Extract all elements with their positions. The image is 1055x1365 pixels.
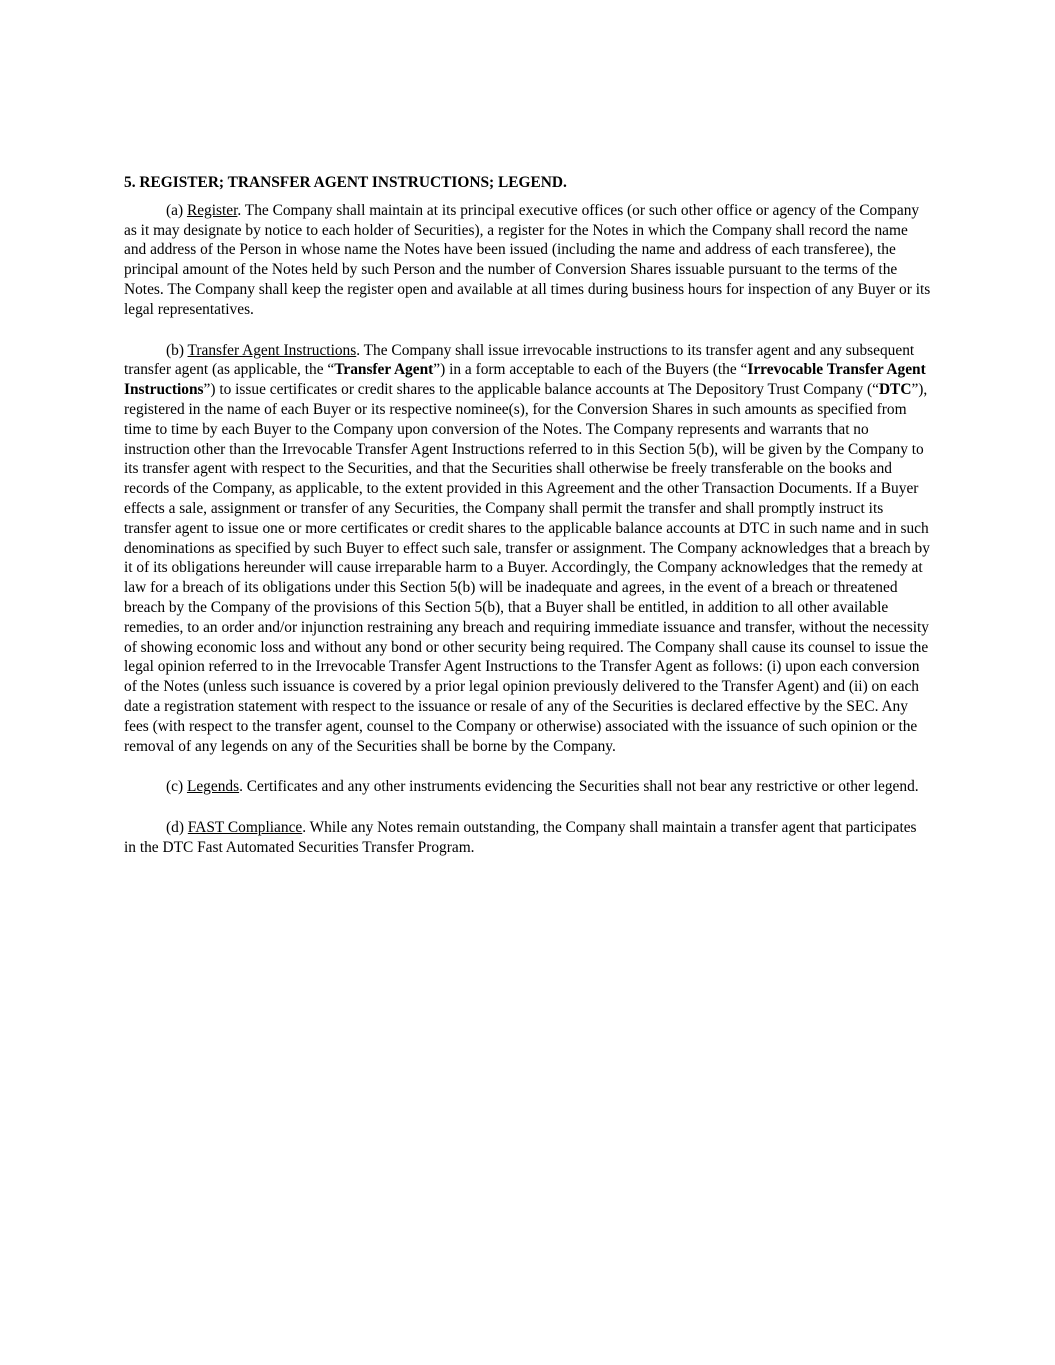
paragraph-title-register: Register — [186, 201, 238, 219]
paragraph-title-transfer-agent-instructions: Transfer Agent Instructions — [187, 341, 357, 359]
paragraph-body: . Certificates and any other instruments evidencing the Securities shall not bear any restrictive or other legend. — [239, 778, 919, 796]
paragraph-body-part: ”) to issue certificates or credit shares to the applicable balance accounts at The Depository Trust Company (“ — [203, 381, 879, 399]
document-page — [124, 173, 932, 879]
paragraph-body: . While any Notes remain outstanding, the Company shall maintain a transfer agent that participates in the DTC Fast Automated Securities Transfer Program. — [124, 819, 917, 856]
paragraph-label: (c) — [166, 778, 187, 796]
defined-term-transfer-agent: Transfer Agent — [334, 361, 434, 379]
paragraph-body-part: . The Company shall issue irrevocable instructions to its transfer agent and any subsequent transfer agent (as applicable, the “ — [124, 341, 915, 379]
paragraph-fast-compliance — [124, 818, 932, 858]
paragraph-title-fast-compliance: FAST Compliance — [187, 819, 303, 837]
section-heading: 5. REGISTER; TRANSFER AGENT INSTRUCTIONS; LEGEND. — [124, 174, 567, 191]
paragraph-label: (b) — [166, 341, 188, 359]
paragraph-legends — [124, 777, 932, 797]
paragraph-body: . The Company shall maintain at its principal executive offices (or such other office or agency of the Company as it may designate by notice to each holder of Securities), a register for the Notes in which the Company shall record the name and address of the Person in whose name the Notes have been issued (including the name and address of each transferee), the principal amount of the Notes held by such Person and the number of Conversion Shares issuable pursuant to the terms of the Notes. The Company shall keep the register open and available at all times during business hours for inspection of any Buyer or its legal representatives. — [124, 201, 931, 318]
paragraph-body-part: ”), registered in the name of each Buyer or its respective nominee(s), for the Conversion Shares in such amounts as specified from time to time by each Buyer to the Company upon conversion of the Notes. The Company represents and warrants that no instruction other than the Irrevocable Transfer Agent Instructions referred to in this Section 5(b), will be given by the Company to its transfer agent with respect to the Securities, and that the Securities shall otherwise be freely transferable on the books and records of the Company, as applicable, to the extent provided in this Agreement and the other Transaction Documents. If a Buyer effects a sale, assignment or transfer of any Securities, the Company shall permit the transfer and shall promptly instruct its transfer agent to issue one or more certificates or credit shares to the applicable balance accounts at DTC in such name and in such denominations as specified by such Buyer to effect such sale, transfer or assignment. The Company acknowledges that a breach by it of its obligations hereunder will cause irreparable harm to a Buyer. Accordingly, the Company acknowledges that the remedy at law for a breach of its obligations under this Section 5(b) will be inadequate and agrees, in the event of a breach or threatened breach by the Company of the provisions of this Section 5(b), that a Buyer shall be entitled, in addition to all other available remedies, to an order and/or injunction restraining any breach and requiring immediate issuance and transfer, without the necessity of showing economic loss and without any bond or other security being required. The Company shall cause its counsel to issue the legal opinion referred to in the Irrevocable Transfer Agent Instructions to the Transfer Agent as follows: (i) upon each conversion of the Notes (unless such issuance is covered by a prior legal opinion previously delivered to the Transfer Agent) and (ii) on each date a registration statement with respect to the issuance or resale of any of the Securities is declared effective by the SEC. Any fees (with respect to the transfer agent, counsel to the Company or otherwise) associated with the issuance of such opinion or the removal of any legends on any of the Securities shall be borne by the Company. — [124, 381, 930, 755]
paragraph-body-part: ”) in a form acceptable to each of the Buyers (the “ — [433, 361, 748, 379]
paragraph-label: (a) — [166, 201, 187, 219]
paragraph-label: (d) — [166, 819, 188, 837]
paragraph-title-legends: Legends — [186, 778, 240, 796]
paragraph-transfer-agent-instructions — [124, 341, 932, 757]
defined-term-dtc: DTC — [878, 381, 912, 399]
paragraph-register — [124, 201, 932, 320]
defined-term-irrevocable-instructions: Irrevocable Transfer Agent Instructions — [124, 361, 926, 399]
